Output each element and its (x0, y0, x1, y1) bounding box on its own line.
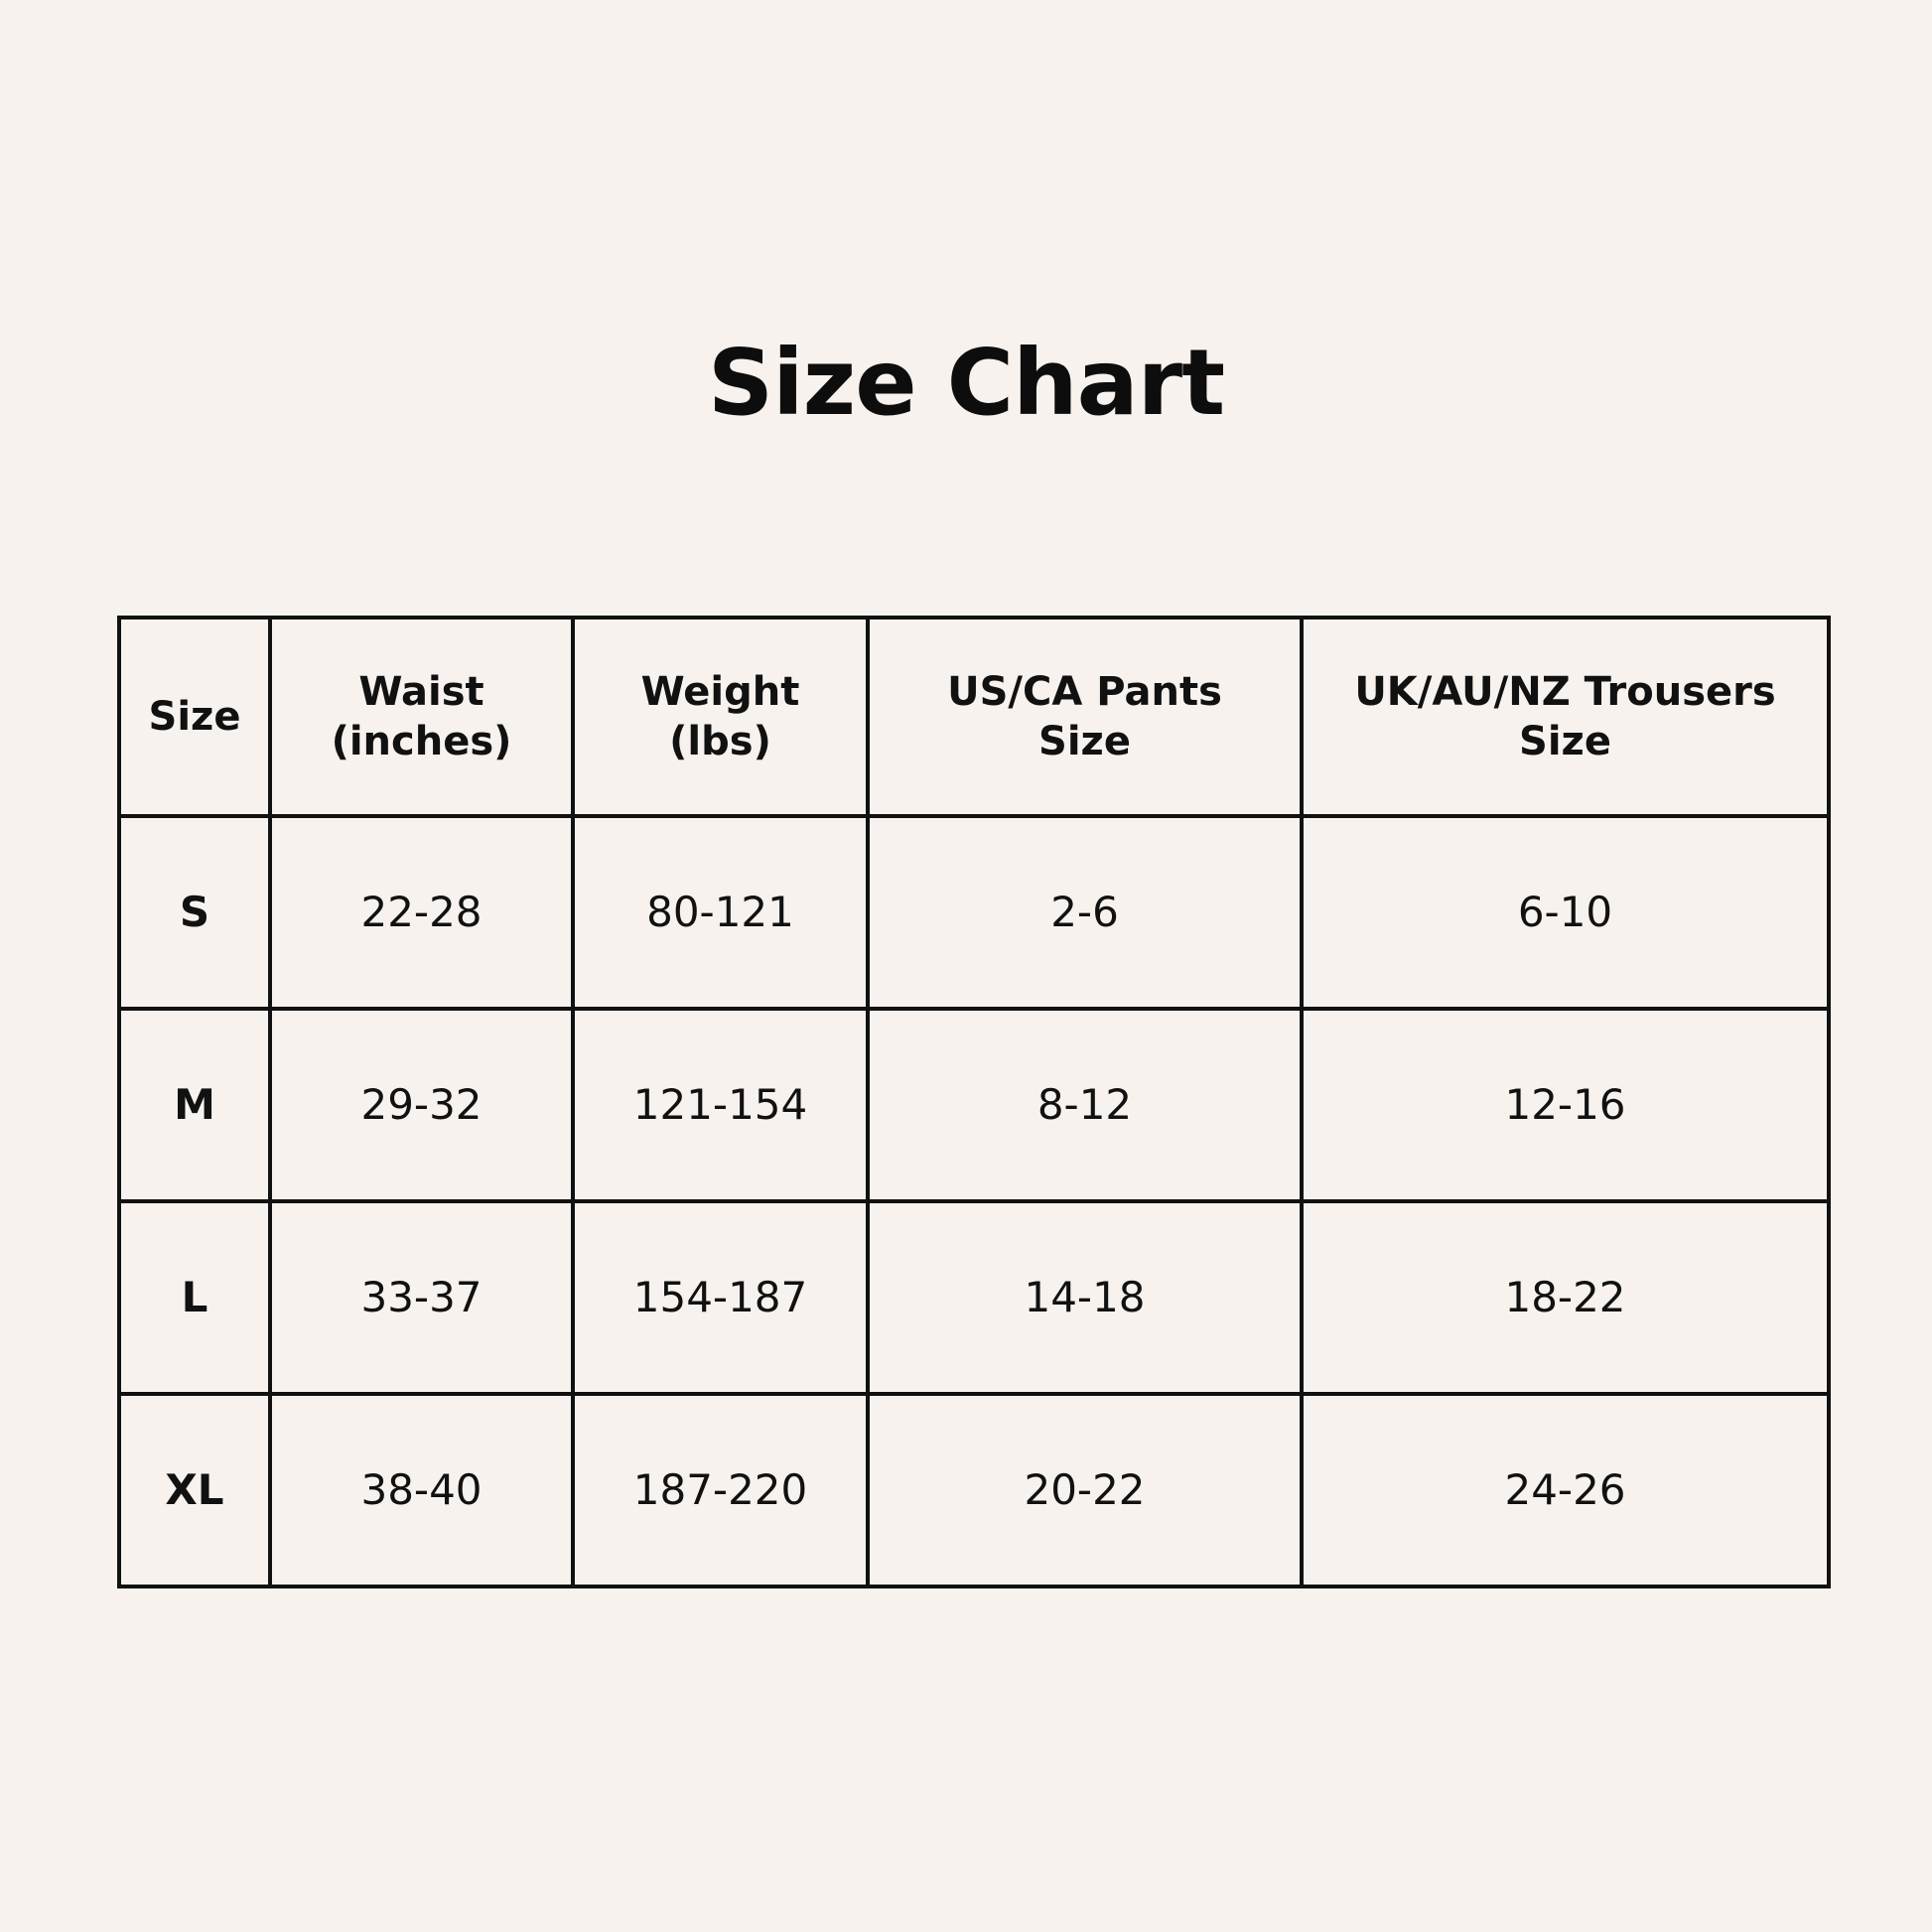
cell-weight: 187-220 (573, 1394, 868, 1587)
cell-waist: 38-40 (270, 1394, 573, 1587)
cell-us-ca-pants: 20-22 (868, 1394, 1302, 1587)
table-row (119, 1201, 1829, 1394)
table-row (119, 1009, 1829, 1201)
cell-weight: 154-187 (573, 1201, 868, 1394)
column-header-us-ca-pants (868, 618, 1302, 816)
table-row (119, 816, 1829, 1009)
column-header-size (119, 618, 270, 816)
cell-uk-au-nz-trousers: 24-26 (1302, 1394, 1829, 1587)
column-header-size-line1: Size (148, 694, 241, 740)
column-header-uk-au-nz-trousers-line1: UK/AU/NZ Trousers (1354, 669, 1776, 715)
cell-us-ca-pants: 14-18 (868, 1201, 1302, 1394)
cell-size: L (119, 1201, 270, 1394)
size-chart-table (117, 616, 1831, 1588)
table-row (119, 1394, 1829, 1587)
column-header-weight-line2: (lbs) (669, 719, 771, 764)
cell-us-ca-pants: 8-12 (868, 1009, 1302, 1201)
column-header-us-ca-pants-line1: US/CA Pants (947, 669, 1222, 715)
cell-uk-au-nz-trousers: 18-22 (1302, 1201, 1829, 1394)
table-body (119, 816, 1829, 1587)
cell-waist: 33-37 (270, 1201, 573, 1394)
cell-uk-au-nz-trousers: 6-10 (1302, 816, 1829, 1009)
cell-waist: 29-32 (270, 1009, 573, 1201)
table-header (119, 618, 1829, 816)
page-title: Size Chart (707, 330, 1225, 436)
column-header-waist-line2: (inches) (331, 719, 512, 764)
column-header-waist (270, 618, 573, 816)
cell-waist: 22-28 (270, 816, 573, 1009)
column-header-uk-au-nz-trousers (1302, 618, 1829, 816)
column-header-waist-line1: Waist (358, 669, 484, 715)
cell-size: M (119, 1009, 270, 1201)
cell-weight: 121-154 (573, 1009, 868, 1201)
cell-size: XL (119, 1394, 270, 1587)
cell-weight: 80-121 (573, 816, 868, 1009)
cell-us-ca-pants: 2-6 (868, 816, 1302, 1009)
column-header-uk-au-nz-trousers-line2: Size (1519, 719, 1611, 764)
column-header-us-ca-pants-line2: Size (1038, 719, 1131, 764)
table-header-row (119, 618, 1829, 816)
cell-size: S (119, 816, 270, 1009)
size-table-container (117, 616, 1827, 1588)
column-header-weight-line1: Weight (640, 669, 800, 715)
cell-uk-au-nz-trousers: 12-16 (1302, 1009, 1829, 1201)
column-header-weight (573, 618, 868, 816)
